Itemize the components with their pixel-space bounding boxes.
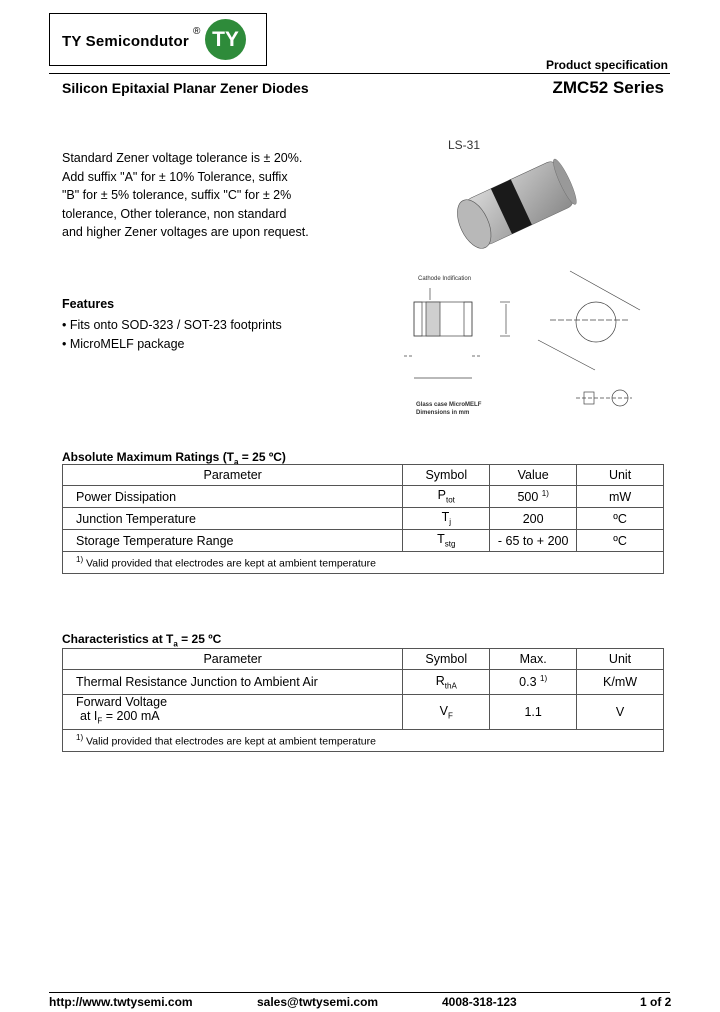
column-header: Parameter: [63, 649, 403, 670]
registered-mark: ®: [193, 26, 201, 37]
table-note-row: [63, 730, 664, 752]
symbol-cell: $V_F$: [403, 695, 490, 730]
param-cell: Storage Temperature Range: [63, 530, 403, 552]
package-illustration: [440, 150, 590, 260]
characteristics-heading: Characteristics at $T_a = 25$ ºC: [62, 632, 222, 649]
symbol-cell: $T_{stg}$: [403, 530, 490, 552]
company-name: TY Semicondutor: [62, 33, 189, 50]
table-note-row: [63, 552, 664, 574]
footer-email[interactable]: sales@twtysemi.com: [257, 995, 379, 1009]
package-label: LS-31: [448, 138, 481, 152]
column-header: Value: [490, 465, 577, 486]
document-title: Silicon Epitaxial Planar Zener Diodes: [62, 80, 309, 96]
table-row: [63, 508, 664, 530]
column-header: Parameter: [63, 465, 403, 486]
feature-item: • Fits onto SOD-323 / SOT-23 footprints: [62, 318, 282, 332]
product-spec-label: Product specification: [545, 58, 668, 72]
symbol-cell: $T_j$: [403, 508, 490, 530]
table-row: [63, 695, 664, 730]
header-divider: [49, 73, 670, 74]
intro-line: tolerance, Other tolerance, non standard: [62, 206, 287, 221]
param-cell: Thermal Resistance Junction to Ambient Air: [63, 670, 403, 695]
symbol-cell: $P_{tot}$: [403, 486, 490, 508]
column-header: Unit: [577, 465, 664, 486]
table-header-row: [63, 465, 664, 486]
cathode-label: Cathode Indification: [418, 276, 472, 282]
footer-phone: 4008-318-123: [442, 995, 517, 1009]
table-row: [63, 486, 664, 508]
value-cell: 1.1: [490, 695, 577, 730]
feature-item: • MicroMELF package: [62, 336, 185, 351]
value-cell: - 65 to + 200: [490, 530, 577, 552]
unit-cell: ºC: [577, 508, 664, 530]
table-note: $^{1)}$ Valid provided that electrodes are kept at ambient temperature: [63, 552, 664, 574]
value-cell: 200: [490, 508, 577, 530]
param-cell: Junction Temperature: [63, 508, 403, 530]
footer-url[interactable]: http://www.twtysemi.com: [49, 995, 193, 1009]
unit-cell: K/mW: [577, 670, 664, 695]
footer-page-number: 1 of 2: [640, 995, 672, 1009]
table-row: [63, 670, 664, 695]
intro-line: and higher Zener voltages are upon request.: [62, 225, 309, 239]
symbol-cell: $R_{thA}$: [403, 670, 490, 695]
column-header: Unit: [577, 649, 664, 670]
value-cell: 0.3 $^{1)}$: [490, 670, 577, 695]
param-cell: Forward Voltage at $I_F = 200$ mA: [63, 695, 403, 730]
footer-divider: [49, 992, 670, 993]
series-title: ZMC52 Series: [552, 78, 664, 97]
param-cell: Power Dissipation: [63, 486, 403, 508]
intro-line: Standard Zener voltage tolerance is ± 20%.: [62, 151, 303, 165]
value-cell: 500 $^{1)}$: [490, 486, 577, 508]
characteristics-table: [62, 648, 664, 752]
logo-icon: TY: [205, 19, 246, 60]
table-note: $^{1)}$ Valid provided that electrodes are kept at ambient temperature: [63, 730, 664, 752]
table-row: [63, 530, 664, 552]
abs-max-table: [62, 464, 664, 574]
features-list: [62, 316, 282, 353]
table-header-row: [63, 649, 664, 670]
unit-cell: mW: [577, 486, 664, 508]
case-note-1: Glass case MicroMELF: [416, 402, 482, 408]
column-header: Symbol: [403, 649, 490, 670]
column-header: Max.: [490, 649, 577, 670]
intro-line: "B" for ± 5% tolerance, suffix "C" for ± 2%: [62, 188, 292, 202]
column-header: Symbol: [403, 465, 490, 486]
intro-line: Add suffix "A" for ± 10% Tolerance, suffix: [62, 169, 288, 184]
abs-max-heading: Absolute Maximum Ratings ($T_a = 25$ ºC): [62, 450, 286, 467]
intro-text: [62, 149, 309, 242]
unit-cell: V: [577, 695, 664, 730]
unit-cell: ºC: [577, 530, 664, 552]
features-heading: Features: [62, 297, 115, 311]
case-note-2: Dimensions in mm: [416, 410, 470, 416]
